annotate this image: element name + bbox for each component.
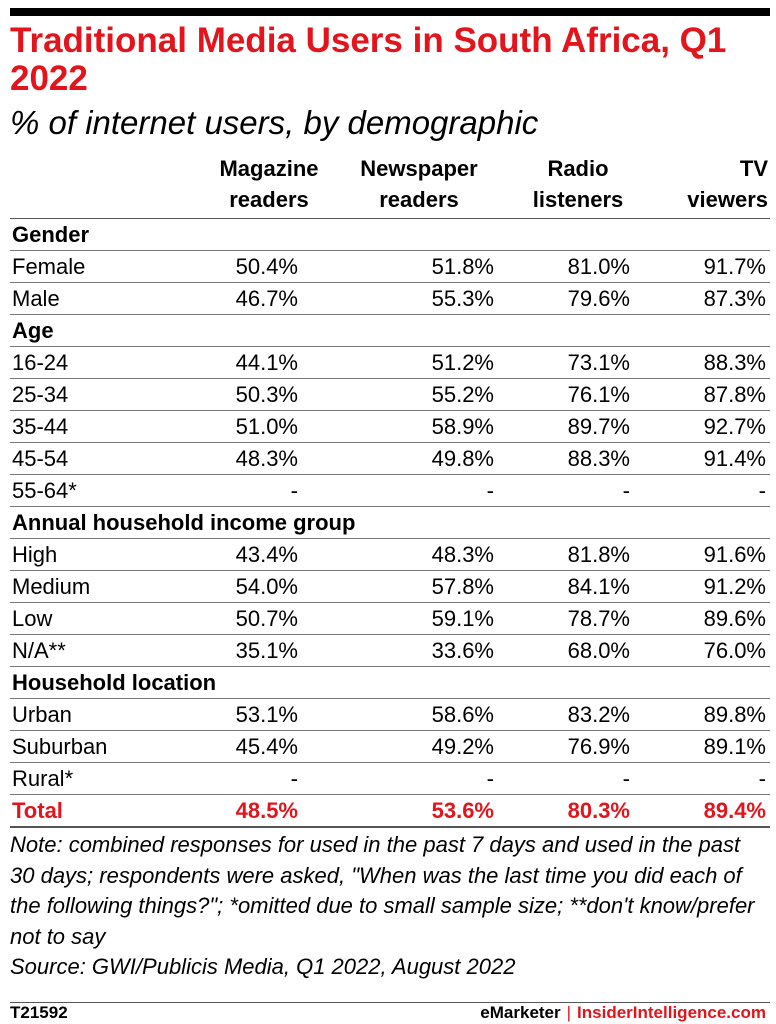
- chart-code: T21592: [10, 1003, 68, 1022]
- row-label: 45-54: [10, 442, 198, 474]
- table-row: [10, 410, 770, 442]
- value-cell: 76.1%: [498, 378, 658, 410]
- value-cell: 51.0%: [198, 410, 340, 442]
- value-cell: 76.9%: [498, 730, 658, 762]
- value-cell: 43.4%: [198, 538, 340, 570]
- column-header: TV viewers: [658, 150, 770, 218]
- row-label: Female: [10, 250, 198, 282]
- section-row: [10, 666, 770, 698]
- value-cell: 49.8%: [340, 442, 498, 474]
- header-cell-empty: [10, 150, 198, 218]
- table-row: [10, 250, 770, 282]
- section-row: [10, 314, 770, 346]
- value-cell: 46.7%: [198, 282, 340, 314]
- value-cell: 89.7%: [498, 410, 658, 442]
- source-text: Source: GWI/Publicis Media, Q1 2022, August 2022: [10, 954, 516, 979]
- row-label: Medium: [10, 570, 198, 602]
- note-text: Note: combined responses for used in the past 7 days and used in the past 30 days; respondents were asked, "When was the last time you did each of the following things?"; *omitted due to small sample size; **don't know/prefer not to say: [10, 832, 755, 949]
- value-cell: 91.4%: [658, 442, 770, 474]
- chart-subtitle: % of internet users, by demographic: [10, 104, 539, 141]
- row-label: High: [10, 538, 198, 570]
- table-row: [10, 730, 770, 762]
- value-cell: 35.1%: [198, 634, 340, 666]
- value-cell: 89.4%: [658, 794, 770, 827]
- value-cell: 92.7%: [658, 410, 770, 442]
- value-cell: 79.6%: [498, 282, 658, 314]
- value-cell: 73.1%: [498, 346, 658, 378]
- section-label: Age: [10, 314, 770, 346]
- header-row: [10, 150, 770, 218]
- value-cell: 33.6%: [340, 634, 498, 666]
- value-cell: 88.3%: [498, 442, 658, 474]
- row-label: N/A**: [10, 634, 198, 666]
- value-cell: -: [198, 762, 340, 794]
- value-cell: -: [658, 474, 770, 506]
- value-cell: 89.8%: [658, 698, 770, 730]
- row-label: 35-44: [10, 410, 198, 442]
- section-label: Annual household income group: [10, 506, 770, 538]
- value-cell: 50.3%: [198, 378, 340, 410]
- column-header: Magazine readers: [198, 150, 340, 218]
- table-row: [10, 346, 770, 378]
- value-cell: 58.6%: [340, 698, 498, 730]
- brand-separator: |: [566, 1003, 572, 1022]
- value-cell: 84.1%: [498, 570, 658, 602]
- table-body: [10, 218, 770, 827]
- table-row: [10, 762, 770, 794]
- value-cell: -: [198, 474, 340, 506]
- value-cell: -: [340, 762, 498, 794]
- value-cell: 50.4%: [198, 250, 340, 282]
- value-cell: 45.4%: [198, 730, 340, 762]
- value-cell: 53.6%: [340, 794, 498, 827]
- table-row: [10, 378, 770, 410]
- section-row: [10, 218, 770, 250]
- value-cell: 89.1%: [658, 730, 770, 762]
- value-cell: 49.2%: [340, 730, 498, 762]
- total-row: [10, 794, 770, 827]
- value-cell: -: [498, 474, 658, 506]
- value-cell: 68.0%: [498, 634, 658, 666]
- value-cell: 87.3%: [658, 282, 770, 314]
- table-row: [10, 282, 770, 314]
- value-cell: 48.5%: [198, 794, 340, 827]
- section-label: Household location: [10, 666, 770, 698]
- row-label: Rural*: [10, 762, 198, 794]
- row-label: 55-64*: [10, 474, 198, 506]
- value-cell: -: [498, 762, 658, 794]
- value-cell: 55.2%: [340, 378, 498, 410]
- value-cell: 76.0%: [658, 634, 770, 666]
- column-header: Radio listeners: [498, 150, 658, 218]
- chart-title: Traditional Media Users in South Africa, Q1 2022: [10, 21, 727, 98]
- value-cell: 80.3%: [498, 794, 658, 827]
- row-label: Male: [10, 282, 198, 314]
- footnote: [10, 830, 770, 983]
- value-cell: 87.8%: [658, 378, 770, 410]
- value-cell: 59.1%: [340, 602, 498, 634]
- section-row: [10, 506, 770, 538]
- top-rule: [10, 8, 770, 16]
- table-row: [10, 698, 770, 730]
- value-cell: 51.2%: [340, 346, 498, 378]
- table-row: [10, 634, 770, 666]
- row-label: 16-24: [10, 346, 198, 378]
- brand-insider-intelligence: InsiderIntelligence.com: [577, 1003, 766, 1022]
- value-cell: 81.0%: [498, 250, 658, 282]
- table-row: [10, 602, 770, 634]
- value-cell: -: [340, 474, 498, 506]
- value-cell: 55.3%: [340, 282, 498, 314]
- value-cell: 78.7%: [498, 602, 658, 634]
- table-row: [10, 474, 770, 506]
- value-cell: 48.3%: [340, 538, 498, 570]
- table-row: [10, 538, 770, 570]
- table-row: [10, 570, 770, 602]
- value-cell: 89.6%: [658, 602, 770, 634]
- row-label: Urban: [10, 698, 198, 730]
- value-cell: 44.1%: [198, 346, 340, 378]
- value-cell: 88.3%: [658, 346, 770, 378]
- row-label: Low: [10, 602, 198, 634]
- value-cell: 91.6%: [658, 538, 770, 570]
- brand-footer: [480, 1003, 766, 1023]
- row-label: Suburban: [10, 730, 198, 762]
- value-cell: 53.1%: [198, 698, 340, 730]
- row-label: Total: [10, 794, 198, 827]
- section-label: Gender: [10, 218, 770, 250]
- value-cell: 91.7%: [658, 250, 770, 282]
- value-cell: 91.2%: [658, 570, 770, 602]
- brand-emarketer: eMarketer: [480, 1003, 561, 1022]
- value-cell: 54.0%: [198, 570, 340, 602]
- value-cell: 51.8%: [340, 250, 498, 282]
- value-cell: 83.2%: [498, 698, 658, 730]
- value-cell: -: [658, 762, 770, 794]
- value-cell: 50.7%: [198, 602, 340, 634]
- column-header: Newspaper readers: [340, 150, 498, 218]
- table-row: [10, 442, 770, 474]
- data-table: [10, 150, 770, 828]
- value-cell: 48.3%: [198, 442, 340, 474]
- value-cell: 57.8%: [340, 570, 498, 602]
- row-label: 25-34: [10, 378, 198, 410]
- value-cell: 81.8%: [498, 538, 658, 570]
- value-cell: 58.9%: [340, 410, 498, 442]
